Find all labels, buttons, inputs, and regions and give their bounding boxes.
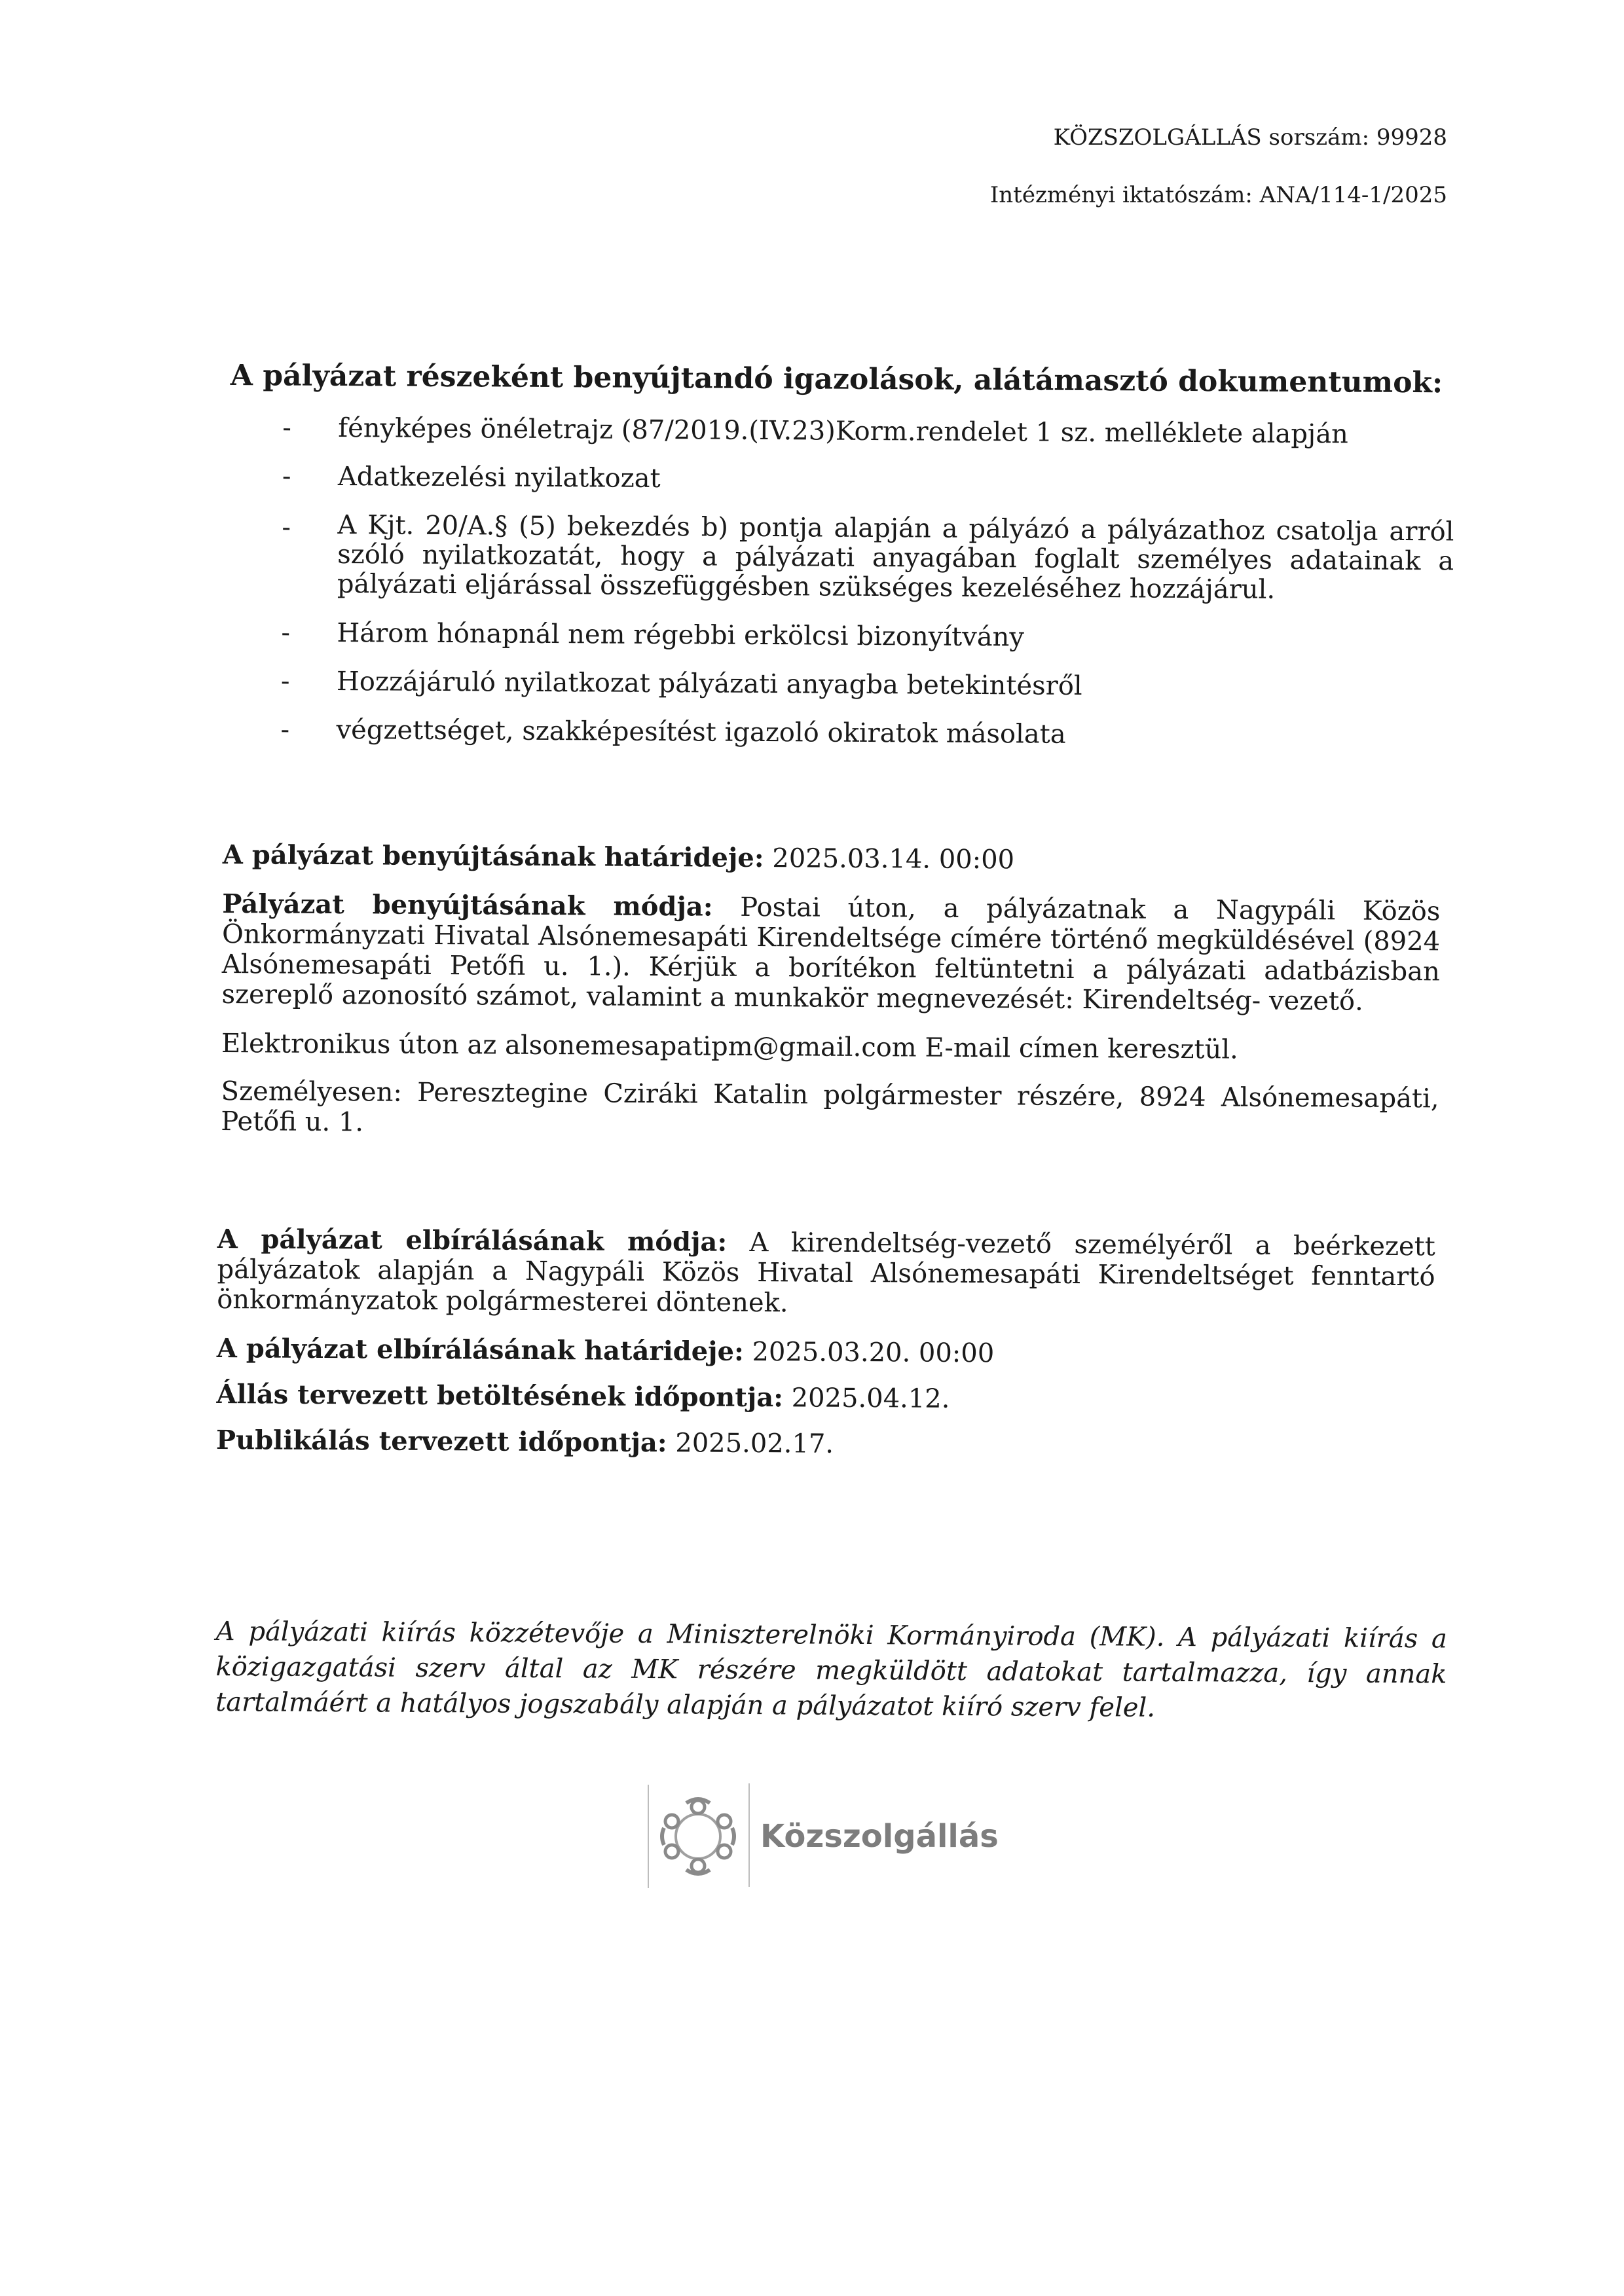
- list-dash: -: [282, 461, 291, 492]
- registry-number: Intézményi iktatószám: ANA/114-1/2025: [989, 182, 1447, 208]
- documents-section: [228, 359, 1455, 768]
- planned-start-label: Állás tervezett betöltésének időpontja:: [216, 1378, 784, 1413]
- planned-publication: [216, 1423, 1434, 1465]
- submission-deadline: [223, 838, 1441, 879]
- list-dash: -: [281, 617, 291, 648]
- list-item-text: végzettséget, szakképesítést igazoló okiratok másolata: [336, 714, 1066, 750]
- evaluation-section: [216, 1224, 1435, 1476]
- kozszolgallas-logo: [640, 1781, 999, 1892]
- evaluation-deadline: [217, 1332, 1435, 1373]
- planned-publication-label: Publikálás tervezett időpontja:: [215, 1424, 667, 1459]
- list-item: [229, 615, 1453, 657]
- submission-personal: Személyesen: Peresztegine Cziráki Katalin polgármester részére, 8924 Alsónemesapáti, Petőfi u. 1.: [221, 1076, 1439, 1138]
- list-item: [229, 510, 1454, 606]
- evaluation-deadline-label: A pályázat elbírálásának határideje:: [216, 1332, 744, 1367]
- list-item-text: A Kjt. 20/A.§ (5) bekezdés b) pontja alapján a pályázó a pályázathoz csatolja arról szóló nyilatkozatát, hogy a pályázati anyagában foglalt személyes adatainak a pályázati eljárással összefüggésben szükséges kezeléséhez hozzájárul.: [337, 510, 1454, 605]
- list-item: [228, 712, 1452, 754]
- documents-title: A pályázat részeként benyújtandó igazolások, alátámasztó dokumentumok:: [230, 359, 1443, 400]
- list-item-text: Adatkezelési nyilatkozat: [337, 462, 661, 494]
- logo-wordmark: Közszolgállás: [760, 1818, 999, 1855]
- list-item: [230, 459, 1454, 500]
- evaluation-deadline-value: 2025.03.20. 00:00: [743, 1336, 995, 1369]
- list-dash: -: [280, 666, 290, 697]
- submission-electronic: Elektronikus úton az alsonemesapatipm@gmail.com E-mail címen keresztül.: [221, 1028, 1238, 1065]
- kozszolgallas-logo-icon: [640, 1781, 755, 1892]
- submission-method-text: Postai úton, a pályázatnak a Nagypáli Közös Önkormányzati Hivatal Alsónemesapáti Kirendeltsége címére történő megküldésével (8924 Alsónemesapáti Petőfi u. 1.). Kérjük a borítékon feltüntetni a pályázati adatbázisban szereplő azonosító számot, valamint a munkakör megnevezését: Kirendeltség- vezető.: [221, 892, 1441, 1017]
- list-dash: -: [282, 512, 291, 543]
- planned-start-value: 2025.04.12.: [783, 1383, 950, 1414]
- submission-method: [221, 889, 1440, 1017]
- list-item-text: Hozzájáruló nyilatkozat pályázati anyagba betekintésről: [336, 666, 1082, 701]
- documents-list: [228, 410, 1454, 754]
- planned-start: [216, 1377, 1434, 1419]
- list-dash: -: [280, 714, 290, 745]
- list-item-text: fényképes önéletrajz (87/2019.(IV.23)Korm.rendelet 1 sz. melléklete alapján: [338, 413, 1349, 450]
- submission-deadline-label: A pályázat benyújtásának határideje:: [222, 839, 764, 874]
- list-item: [229, 664, 1453, 705]
- list-dash: -: [282, 412, 292, 443]
- evaluation-method-text: A kirendeltség-vezető személyéről a beérkezett pályázatok alapján a Nagypáli Közös Hivatal Alsónemesapáti Kirendeltséget fenntartó önkormányzatok polgármesterei döntenek.: [217, 1227, 1435, 1319]
- evaluation-method-label: A pályázat elbírálásának módja:: [217, 1224, 728, 1258]
- planned-publication-value: 2025.02.17.: [667, 1428, 834, 1459]
- list-item-text: Három hónapnál nem régebbi erkölcsi bizonyítvány: [337, 618, 1025, 653]
- submission-method-label: Pályázat benyújtásának módja:: [222, 888, 713, 922]
- serial-number: KÖZSZOLGÁLLÁS sorszám: 99928: [1053, 124, 1447, 151]
- list-item: [230, 410, 1454, 452]
- submission-deadline-value: 2025.03.14. 00:00: [764, 843, 1015, 875]
- submission-section: [221, 838, 1441, 1156]
- publication-notice: A pályázati kiírás közzétevője a Miniszterelnöki Kormányiroda (MK). A pályázati kiírás a közigazgatási szerv által az MK részére megküldött adatokat tartalmazza, így annak tartalmáért a hatályos jogszabály alapján a pályázatot kiíró szerv felel.: [215, 1616, 1447, 1723]
- evaluation-method: [217, 1224, 1435, 1322]
